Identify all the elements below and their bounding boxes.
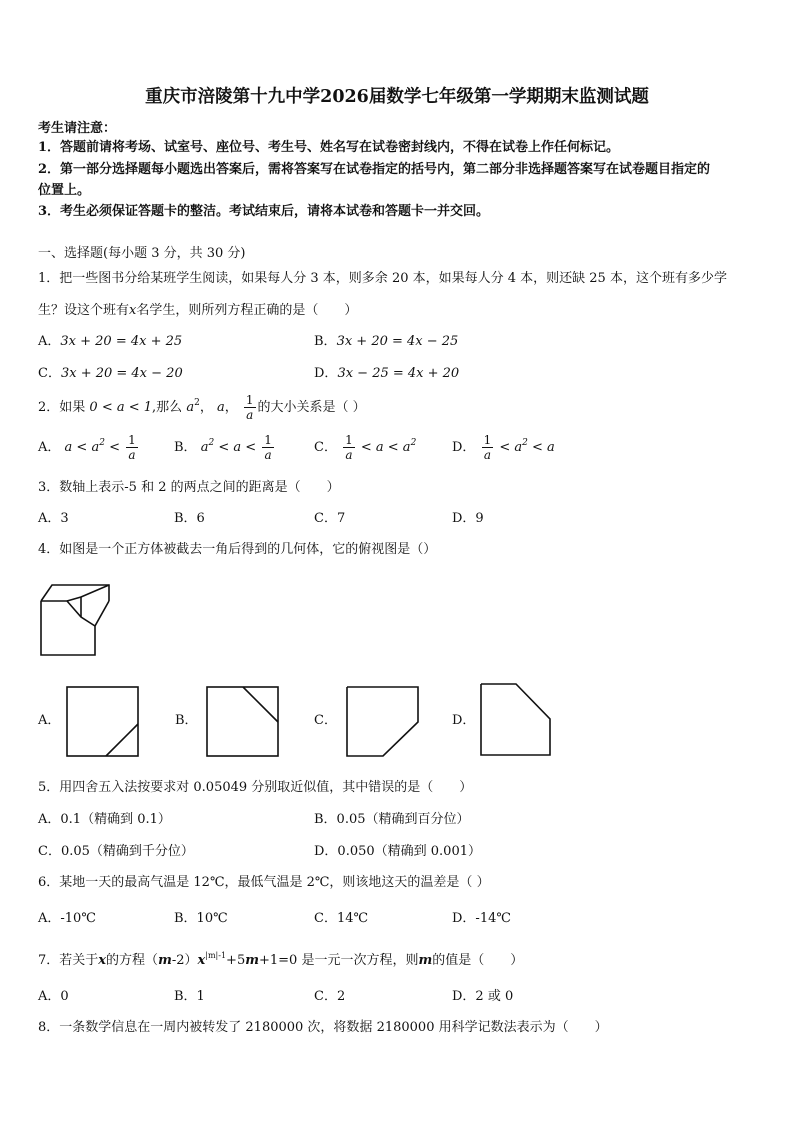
- q4-option-b-figure[interactable]: [206, 686, 280, 758]
- q4-option-a-label[interactable]: A．: [38, 713, 61, 728]
- q4-option-c-label[interactable]: C．: [314, 713, 337, 728]
- q5-stem: 5．用四舍五入法按要求对 0.05049 分别取近似值，其中错误的是（ ）: [38, 780, 473, 795]
- q4-option-d-label[interactable]: D．: [452, 713, 476, 728]
- notice-item-2: 2．第一部分选择题每小题选出答案后，需将答案写在试卷指定的括号内，第二部分非选择题答案写在试卷题目指定的: [38, 162, 711, 177]
- q5-option-a[interactable]: A．0.1（精确到 0.1）: [38, 812, 171, 827]
- q2-option-c[interactable]: C． $\frac{1}{a}$ < $a < a^2$: [314, 433, 417, 462]
- q3-option-c[interactable]: C．7: [314, 511, 346, 526]
- q6-option-c[interactable]: C．14℃: [314, 911, 369, 926]
- q3-option-b[interactable]: B．6: [174, 511, 205, 526]
- q1-option-d[interactable]: D．3x − 25 = 4x + 20: [314, 366, 460, 381]
- q3-stem: 3．数轴上表示-5 和 2 的两点之间的距离是（ ）: [38, 480, 340, 495]
- q2-option-b[interactable]: B． $a^2 < a$ < $\frac{1}{a}$: [174, 433, 272, 462]
- q2-fraction: $\frac{1}{a}$: [245, 393, 254, 422]
- section-heading: 一、选择题(每小题 3 分，共 30 分): [38, 246, 246, 261]
- q1-stem-b: 名学生，则所列方程正确的是（ ）: [136, 303, 358, 318]
- q1-option-b[interactable]: B．3x + 20 = 4x − 25: [314, 334, 459, 349]
- q1-stem-a: 生？设这个班有: [38, 303, 130, 318]
- q1-option-a[interactable]: A．3x + 20 = 4x + 25: [38, 334, 183, 349]
- q7-stem: 7．若关于x的方程$(m-2)x^{|m|-1}+5m+1=0$ 是一元一次方程，则m的值是（ ）: [38, 951, 524, 968]
- q4-option-b-label[interactable]: B．: [175, 713, 198, 728]
- q5-option-b[interactable]: B．0.05（精确到百分位）: [314, 812, 470, 827]
- q1-option-a-expr: 3x + 20 = 4x + 25: [60, 334, 183, 349]
- q7-option-d[interactable]: D．2 或 0: [452, 989, 514, 1004]
- q1-stem-line2: [38, 303, 357, 319]
- q1-option-c[interactable]: C．3x + 20 = 4x − 20: [38, 366, 183, 381]
- q4-option-c-figure[interactable]: [346, 686, 420, 758]
- q1-stem-line1: 1．把一些图书分给某班学生阅读，如果每人分 3 本，则多余 20 本，如果每人分 4 本，则还缺 25 本，这个班有多少学: [38, 271, 727, 286]
- notice-item-1: 1．答题前请将考场、试室号、座位号、考生号、姓名写在试卷密封线内，不得在试卷上作任何标记。: [38, 140, 620, 155]
- q3-option-a[interactable]: A．3: [38, 511, 69, 526]
- notice-item-3: 3．考生必须保证答题卡的整洁。考试结束后，请将本试卷和答题卡一并交回。: [38, 204, 490, 219]
- q3-option-d[interactable]: D．9: [452, 511, 484, 526]
- q6-stem: 6．某地一天的最高气温是 12℃，最低气温是 2℃，则该地这天的温差是（ ）: [38, 875, 490, 890]
- page-title: 重庆市涪陵第十九中学2026届数学七年级第一学期期末监测试题: [145, 87, 649, 107]
- q2-option-d[interactable]: D． $\frac{1}{a}$ < $a^2 < a$: [452, 433, 555, 462]
- q1-option-b-expr: 3x + 20 = 4x − 25: [336, 334, 459, 349]
- q4-stem: 4．如图是一个正方体被截去一角后得到的几何体，它的俯视图是（）: [38, 542, 437, 557]
- q6-option-a[interactable]: A．-10℃: [38, 911, 96, 926]
- q7-option-c[interactable]: C．2: [314, 989, 346, 1004]
- q5-option-c[interactable]: C．0.05（精确到千分位）: [38, 844, 194, 859]
- notice-heading: 考生请注意：: [38, 121, 117, 136]
- q2-stem: 2．如果 0 < a < 1,那么 $a^2$， a， $\frac{1}{a}$ 的大小关系是（ ）: [38, 393, 366, 422]
- q6-option-d[interactable]: D．-14℃: [452, 911, 511, 926]
- q5-option-d[interactable]: D．0.050（精确到 0.001）: [314, 844, 481, 859]
- q4-cube-figure: [38, 580, 118, 660]
- q2-condition: 0 < a < 1: [89, 400, 153, 415]
- q6-option-b[interactable]: B．10℃: [174, 911, 228, 926]
- notice-item-2-cont: 位置上。: [38, 183, 91, 198]
- q4-option-a-figure[interactable]: [66, 686, 140, 758]
- q4-option-d-figure[interactable]: [480, 683, 556, 757]
- q1-var: x: [129, 303, 137, 318]
- q8-stem: 8．一条数学信息在一周内被转发了 2180000 次，将数据 2180000 用科学记数法表示为（ ）: [38, 1020, 608, 1035]
- q1-option-c-expr: 3x + 20 = 4x − 20: [60, 366, 183, 381]
- q2-option-a[interactable]: A． $a < a^2$ < $\frac{1}{a}$: [38, 433, 136, 462]
- q1-option-d-expr: 3x − 25 = 4x + 20: [337, 366, 460, 381]
- q7-option-b[interactable]: B．1: [174, 989, 205, 1004]
- q7-option-a[interactable]: A．0: [38, 989, 69, 1004]
